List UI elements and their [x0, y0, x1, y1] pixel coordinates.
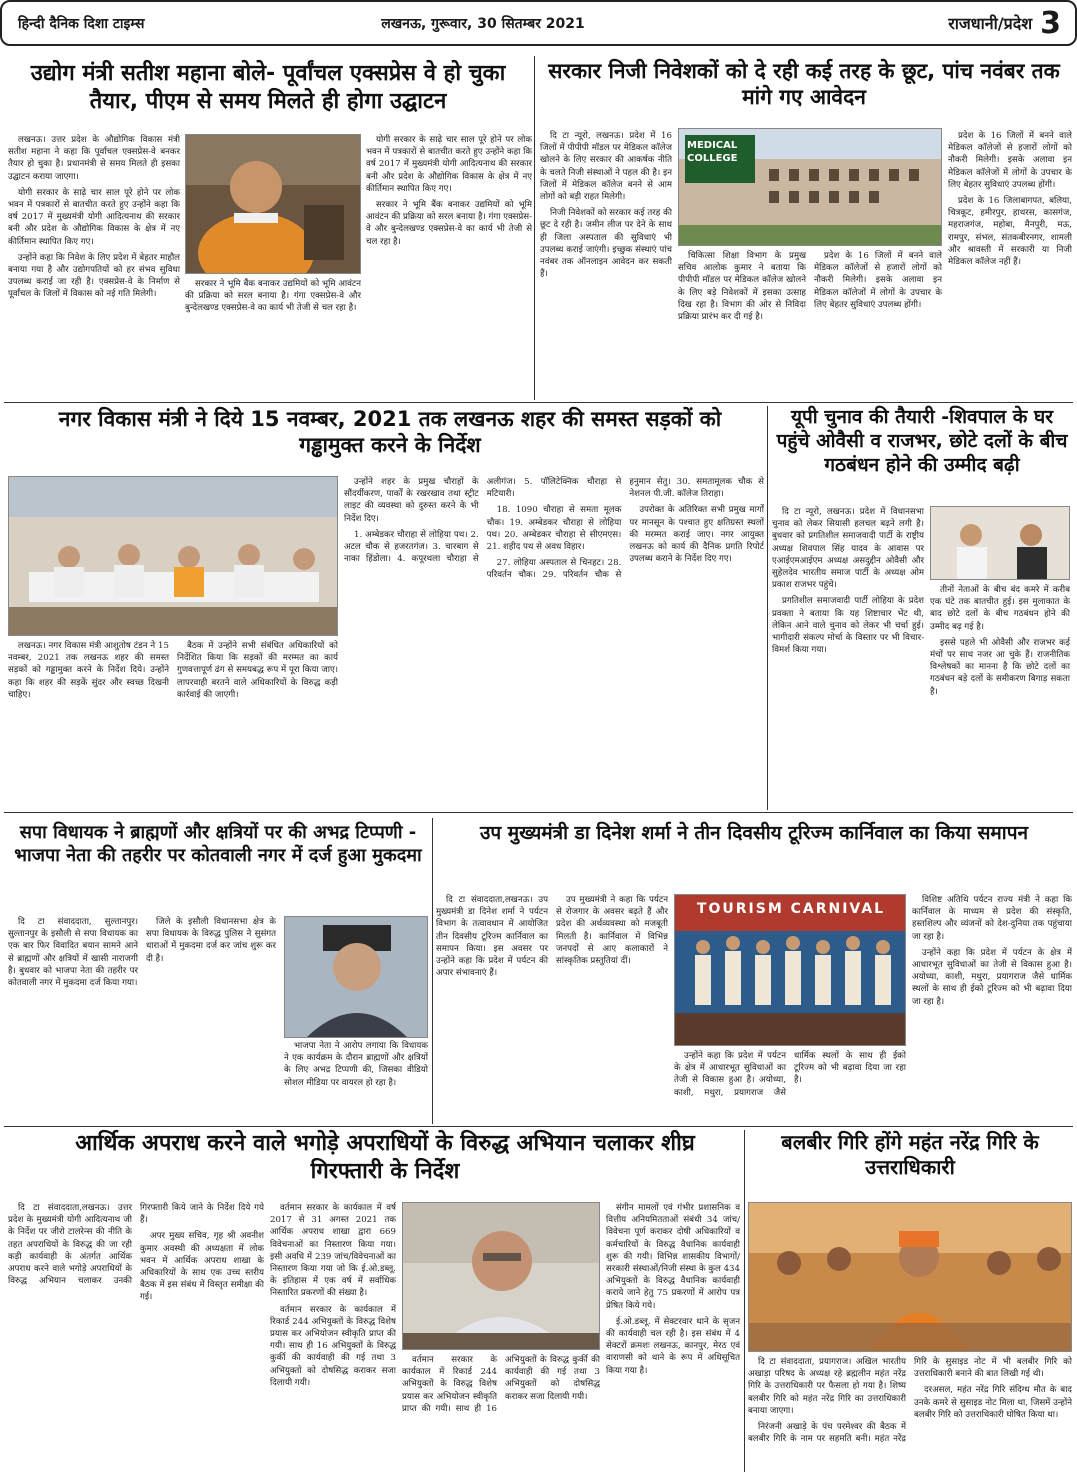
masthead [0, 0, 1077, 46]
article-body: तीनों नेताओं के बीच बंद कमरे में करीब एक घंटे तक बातचीत हुई। इस मुलाकात के बाद छोटे दलों के बीच गठबंधन होने की उम्मीद बढ़ गई है। इससे पहले भी ओवैसी और राजभर कई मंचों पर साथ नजर आ चुके हैं। राजनीतिक विश्लेषकों का मानना है कि छोटे दलों का गठबंधन बड़े दलों के समीकरण बिगाड़ सकता है। [930, 585, 1070, 697]
article-body: उन्होंने शहर के प्रमुख चौराहों के सौंदर्यीकरण, पार्कों के रखरखाव तथा स्ट्रीट लाइट की व्यवस्था को दुरुस्त करने के भी निर्देश दिए। 1. अम्बेडकर चौराहा से लोहिया पथ। 2. अटल चौक से हजरतगंज। 3. चारबाग से नाका हिंडोला। 4. कपूरथला चौराहा से अलीगंज। 5. पॉलिटेक्निक चौराहा से मटियारी। 18. 1090 चौराहा से समता मूलक चौक। 19. अम्बेडकर चौराहा से लोहिया पथ। 20. अम्बेडकर चौराहा से सीएमएस। 21. शहीद पथ से अवध विहार। 27. लोहिया अस्पताल से चिनहट। 28. परिवर्तन चौक। 29. परिवर्तन चौक से हनुमान सेतु। 30. समतामूलक चौक से नेशनल पी.जी. कॉलेज तिराहा। उपरोक्त के अतिरिक्त सभी प्रमुख मार्गों पर मानसून के पश्चात हुए क्षतिग्रस्त स्थलों की मरम्मत कराई जाए। नगर आयुक्त लखनऊ को कार्य की दैनिक प्रगति रिपोर्ट उपलब्ध कराने के निर्देश दिए गए। [344, 477, 764, 581]
article-body: दि टा संवाददाता,लखनऊ। उत्तर प्रदेश के मुख्यमंत्री योगी आदित्यनाथ जी के निर्देश पर जीरो टालरेन्स की नीति के तहत अपराधियों के विरुद्ध की जा रही कड़ी कार्यवाही के अंतर्गत आर्थिक अपराध करने वाले भगोड़े अपराधियों के विरुद्ध अभियान चलाकर उनकी गिरफ्तारी किये जाने के निर्देश दिये गये हैं। अपर मुख्य सचिव, गृह श्री अवनीश कुमार अवस्थी की अध्यक्षता में लोक भवन में आर्थिक अपराध शाखा के अधिकारियों के साथ एक उच्च स्तरीय बैठक में इस संबंध में विस्तृत समीक्षा की गई। [8, 1203, 264, 1303]
article-body: दि टा संवाददाता, प्रयागराज। अखिल भारतीय अखाड़ा परिषद के अध्यक्ष रहे ब्रह्मलीन महंत नरेंद्र गिरि के उत्तराधिकारी पर फैसला हो गया है। शिष्य बलबीर गिरि को महंत नरेंद्र गिरि का उत्तराधिकारी बनाया जाएगा। निरंजनी अखाड़े के पंच परमेश्वर की बैठक में बलबीर गिरि के नाम पर सहमति बनी। महंत नरेंद्र गिरि के सुसाइड नोट में भी बलबीर गिरि को उत्तराधिकारी बनाने की बात लिखी गई थी। दरअसल, महंत नरेंद्र गिरि संदिग्ध मौत के बाद उनके कमरे से सुसाइड नोट मिला था, जिसमें उन्होंने बलबीर गिरि को उत्तराधिकारी घोषित किया था। [748, 1357, 1072, 1445]
article-headline: सरकार निजी निवेशकों को दे रही कई तरह के छूट, पांच नवंबर तक मांगे गए आवेदन [548, 59, 1060, 110]
article-body: दि टा न्यूरो, लखनऊ। प्रदेश में 16 जिलों में पीपीपी मॉडल पर मेडिकल कॉलेज खोलने के लिए सरकार की आकर्षक नीति के चलते निजी संस्थाओं ने पहल की है। इन जिलों में मेडिकल कॉलेज बनने से आम लोगों को बड़ी राहत मिलेगी। निजी निवेशकों को सरकार कई तरह की छूट दे रही है। जमीन लीज पर देने के साथ ही जिला अस्पताल की सुविधाएं भी उपलब्ध कराई जाएंगी। इच्छुक संस्थाएं पांच नवंबर तक ऑनलाइन आवेदन कर सकती हैं। [540, 131, 672, 280]
article-body: वर्तमान सरकार के कार्यकाल में वर्ष 2017 से 31 अगस्त 2021 तक आर्थिक अपराध शाखा द्वारा 669 विवेचनाओं का निस्तारण किया गया। इसी अवधि में 239 जांच/विवेचनाओं का निस्तारण किया गया जो कि ई.ओ.डब्लू. के इतिहास में एक वर्ष में सर्वाधिक निस्तारित प्रकरणों की संख्या है। वर्तमान सरकार के कार्यकाल में रिकार्ड 244 अभियुक्तों के विरुद्ध विशेष प्रयास कर अभियोजन स्वीकृति प्राप्त की गयी। साथ ही 16 अभियुक्तों के विरुद्ध कुर्की की कार्यवाही की गई तथा 3 अभियुक्तों को दोषसिद्ध कराकर सजा दिलायी गयी। [270, 1203, 396, 1388]
article-body: भाजपा नेता ने आरोप लगाया कि विधायक ने एक कार्यक्रम के दौरान ब्राह्मणों और क्षत्रियों के लिए अभद्र टिप्पणी की, जिसका वीडियो सोशल मीडिया पर वायरल हो रहा है। [284, 1041, 428, 1088]
article-headline: बलबीर गिरि होंगे महंत नरेंद्र गिरि के उत्तराधिकारी [781, 1130, 1039, 1179]
article-headline: उप मुख्यमंत्री डा दिनेश शर्मा ने तीन दिवसीय टूरिज्म कार्निवाल का किया समापन [479, 822, 1029, 844]
article-body: दि टा संवाददाता, सुल्तानपुर। सुल्तानपुर के इसौली से सपा विधायक का एक बार फिर विवादित बयान सामने आने से ब्राह्मणों और क्षत्रियों में खासी नाराजगी है। बुधवार को भाजपा नेता की तहरीर पर कोतवाली नगर में मुकदमा दर्ज किया गया। जिले के इसौली विधानसभा क्षेत्र के सपा विधायक के विरुद्ध पुलिस ने सुसंगत धाराओं में मुकदमा दर्ज कर जांच शुरू कर दी है। [8, 917, 276, 989]
newspaper-name: हिन्दी दैनिक दिशा टाइम्स [18, 15, 145, 32]
section-name: राजधानी/प्रदेश [948, 14, 1033, 33]
minister-photo [185, 134, 361, 274]
meeting-photo [8, 476, 338, 636]
article-headline: उद्योग मंत्री सतीश महाना बोले- पूर्वांचल एक्सप्रेस वे हो चुका तैयार, पीएम से समय मिलते ही होगा उद्घाटन [30, 61, 506, 114]
article-headline: आर्थिक अपराध करने वाले भगोड़े अपराधियों के विरुद्ध अभियान चलाकर शीघ्र गिरफ्तारी के निर्देश [75, 1131, 695, 1184]
carnival-banner: TOURISM CARNIVAL [696, 901, 886, 917]
article-body: संगीन मामलों एवं गंभीर प्रशासनिक व वित्तीय अनियमितताओं संबंधी 34 जांच/विवेचना पूर्ण कराकर दोषी अधिकारियों व कर्मचारियों के विरुद्ध वैधानिक कार्यवाही शुरू की गयी। विभिन्न शासकीय विभागों/सरकारी संस्थाओं/निजी संस्था के कुल 434 अभियुक्तों के विरुद्ध वैधानिक कार्यवाही कराये जाने हेतु 75 प्रकरणों में आरोप पत्र प्रेषित किये गये। ई.ओ.डब्लू. में सेक्टरवार थाने के सृजन की कार्यवाही चल रही है। इस संबंध में 4 सेक्टरों क्रमशः लखनऊ, कानपुर, मेरठ एवं वाराणसी को थाने के रूप में अधिसूचित किया गया है। [606, 1203, 740, 1376]
article-body: प्रदेश के 16 जिलों में बनने वाले मेडिकल कॉलेजों से हजारों लोगों को नौकरी मिलेगी। इसके अलावा इन मेडिकल कॉलेजों में लोगों के उपचार के लिए बेहतर सुविधाएं उपलब्ध होंगी। प्रदेश के 16 जिलाबागपत, बलिया, चित्रकूट, हमीरपुर, हाथरस, कासगंज, महराजगंज, महोबा, मैनपुरी, मऊ, रामपुर, संभल, संतकबीरनगर, शामली और श्रावस्ती में सरकारी या निजी मेडिकल कॉलेज नहीं हैं। [948, 131, 1072, 268]
article-body: उन्होंने कहा कि प्रदेश में पर्यटन के क्षेत्र में आधारभूत सुविधाओं का तेजी से विकास हुआ है। अयोध्या, काशी, मथुरा, प्रयागराज जैसे धार्मिक स्थलों के साथ ही ईको टूरिज्म को भी बढ़ावा दिया जा रहा है। [674, 1051, 906, 1098]
mla-photo [284, 916, 428, 1038]
page-number: 3 [1040, 5, 1061, 41]
article-body: वर्तमान सरकार के कार्यकाल में रिकार्ड 244 अभियुक्तों के विरुद्ध विशेष प्रयास कर अभियोजन स्वीकृति प्राप्त की गयी। साथ ही 16 अभियुक्तों के विरुद्ध कुर्की की कार्यवाही की गई तथा 3 अभियुक्तों को दोषसिद्ध कराकर सजा दिलायी गयी। [402, 1355, 600, 1414]
article-body: सरकार ने भूमि बैंक बनाकर उद्यमियों को भूमि आवंटन की प्रक्रिया को सरल बनाया है। गंगा एक्सप्रेस-वे और बुन्देलखण्ड एक्सप्रेस-वे का कार्य भी तेजी से चल रहा है। [185, 279, 361, 314]
article-body: लखनऊ। उत्तर प्रदेश के औद्योगिक विकास मंत्री सतीश महाना ने कहा कि पूर्वांचल एक्सप्रेस-वे बनकर तैयार हो चुका है। प्रधानमंत्री से समय मिलते ही इसका उद्घाटन कराया जाएगा। योगी सरकार के साढ़े चार साल पूरे होने पर लोक भवन में पत्रकारों से बातचीत करते हुए उन्होंने कहा कि वर्ष 2017 में मुख्यमंत्री योगी आदित्यनाथ की सरकार बनी और प्रदेश के औद्योगिक विकास के क्षेत्र में नए कीर्तिमान स्थापित किए गए। उन्होंने कहा कि निवेश के लिए प्रदेश में बेहतर माहौल बनाया गया है और उद्योगपतियों को हर संभव सुविधा उपलब्ध कराई जा रही है। एक्सप्रेस-वे के निर्माण से पूर्वांचल के जिलों में विकास को नई गति मिलेगी। [8, 135, 180, 300]
official-photo [402, 1202, 600, 1350]
article-headline: यूपी चुनाव की तैयारी -शिवपाल के घर पहुंचे ओवैसी व राजभर, छोटे दलों के बीच गठबंधन होने की उम्मीद बढ़ी [776, 406, 1068, 476]
section-divider [4, 402, 1073, 403]
politicians-photo [930, 506, 1070, 580]
column-rule [744, 1130, 745, 1472]
article-body: विशिष्ट अतिथि पर्यटन राज्य मंत्री ने कहा कि कार्निवाल के माध्यम से प्रदेश की संस्कृति, हस्तशिल्प और व्यंजनों को देश-दुनिया तक पहुंचाया जा रहा है। उन्होंने कहा कि प्रदेश में पर्यटन के क्षेत्र में आधारभूत सुविधाओं का तेजी से विकास हुआ है। अयोध्या, काशी, मथुरा, प्रयागराज जैसे धार्मिक स्थलों के साथ ही ईको टूरिज्म को भी बढ़ावा दिया जा रहा है। [912, 895, 1072, 1007]
article-headline: सपा विधायक ने ब्राह्मणों और क्षत्रियों पर की अभद्र टिप्पणी - भाजपा नेता की तहरीर पर कोतवाली नगर में दर्ज हुआ मुकदमा [14, 822, 422, 866]
medical-college-sign: MEDICAL COLLEGE [687, 140, 738, 164]
column-rule [432, 818, 433, 1124]
column-rule [767, 406, 768, 810]
section-divider [4, 812, 1073, 813]
medical-college-photo [678, 128, 942, 246]
article-body: दि टा न्यूरो, लखनऊ। प्रदेश में विधानसभा चुनाव को लेकर सियासी हलचल बढ़ने लगी है। बुधवार को प्रगतिशील समाजवादी पार्टी के राष्ट्रीय अध्यक्ष शिवपाल सिंह यादव के आवास पर एआईएमआईएम अध्यक्ष असदुद्दीन ओवैसी और सुहेलदेव भारतीय समाज पार्टी के अध्यक्ष ओम प्रकाश राजभर पहुंचे। प्रगतिशील समाजवादी पार्टी लोहिया के प्रदेश प्रवक्ता ने बताया कि यह शिष्टाचार भेंट थी, लेकिन आने वाले चुनाव को लेकर भी चर्चा हुई। भागीदारी संकल्प मोर्चा के विस्तार पर भी विचार-विमर्श किया गया। [772, 507, 924, 656]
sadhu-photo [748, 1202, 1072, 1352]
column-rule [534, 56, 535, 400]
article-body: दि टा संवाददाता,लखनऊ। उप मुख्यमंत्री डा दिनेश शर्मा ने पर्यटन विभाग के तत्वावधान में आयोजित तीन दिवसीय टूरिज्म कार्निवाल का समापन किया। इस अवसर पर उन्होंने कहा कि प्रदेश में पर्यटन की अपार संभावनाएं हैं। उप मुख्यमंत्री ने कहा कि पर्यटन से रोजगार के अवसर बढ़ते हैं और प्रदेश की अर्थव्यवस्था को मजबूती मिलती है। कार्निवाल में विभिन्न जनपदों से आए कलाकारों ने सांस्कृतिक प्रस्तुतियां दीं। [436, 895, 668, 979]
carnival-photo [674, 894, 906, 1046]
article-body: योगी सरकार के साढ़े चार साल पूरे होने पर लोक भवन में पत्रकारों से बातचीत करते हुए उन्होंने कहा कि वर्ष 2017 में मुख्यमंत्री योगी आदित्यनाथ की सरकार बनी और प्रदेश के औद्योगिक विकास के क्षेत्र में नए कीर्तिमान स्थापित किए गए। सरकार ने भूमि बैंक बनाकर उद्यमियों को भूमि आवंटन की प्रक्रिया को सरल बनाया है। गंगा एक्सप्रेस-वे और बुन्देलखण्ड एक्सप्रेस-वे का कार्य भी तेजी से चल रहा है। [366, 135, 532, 247]
article-body: लखनऊ। नगर विकास मंत्री आशुतोष टंडन ने 15 नवम्बर, 2021 तक लखनऊ शहर की समस्त सड़कों को गड्ढामुक्त करने के निर्देश दिये। उन्होंने कहा कि शहर की सड़कें सुंदर और स्वच्छ दिखनी चाहिए। बैठक में उन्होंने सभी संबंधित अधिकारियों को निर्देशित किया कि सड़कों की मरम्मत का कार्य गुणवत्तापूर्ण ढंग से समयबद्ध रूप में पूरा किया जाए। लापरवाही बरतने वाले अधिकारियों के विरुद्ध कड़ी कार्रवाई की जाएगी। [8, 641, 338, 700]
article-body: चिकित्सा शिक्षा विभाग के प्रमुख सचिव आलोक कुमार ने बताया कि पीपीपी मॉडल पर मेडिकल कॉलेज खोलने के लिए बड़े निवेशकों में इसका उत्साह दिख रहा है। विभाग की ओर से निविदा प्रक्रिया प्रारंभ कर दी गई है। प्रदेश के 16 जिलों में बनने वाले मेडिकल कॉलेजों से हजारों लोगों को नौकरी मिलेगी। इसके अलावा इन मेडिकल कॉलेजों में लोगों के उपचार के लिए बेहतर सुविधाएं उपलब्ध होंगी। [678, 251, 942, 323]
dateline: लखनऊ, गुरूवार, 30 सितम्बर 2021 [381, 15, 585, 32]
section-divider [4, 1126, 1073, 1127]
article-headline: नगर विकास मंत्री ने दिये 15 नवम्बर, 2021 तक लखनऊ शहर की समस्त सड़कों को गड्ढामुक्त करने के निर्देश [58, 407, 722, 458]
